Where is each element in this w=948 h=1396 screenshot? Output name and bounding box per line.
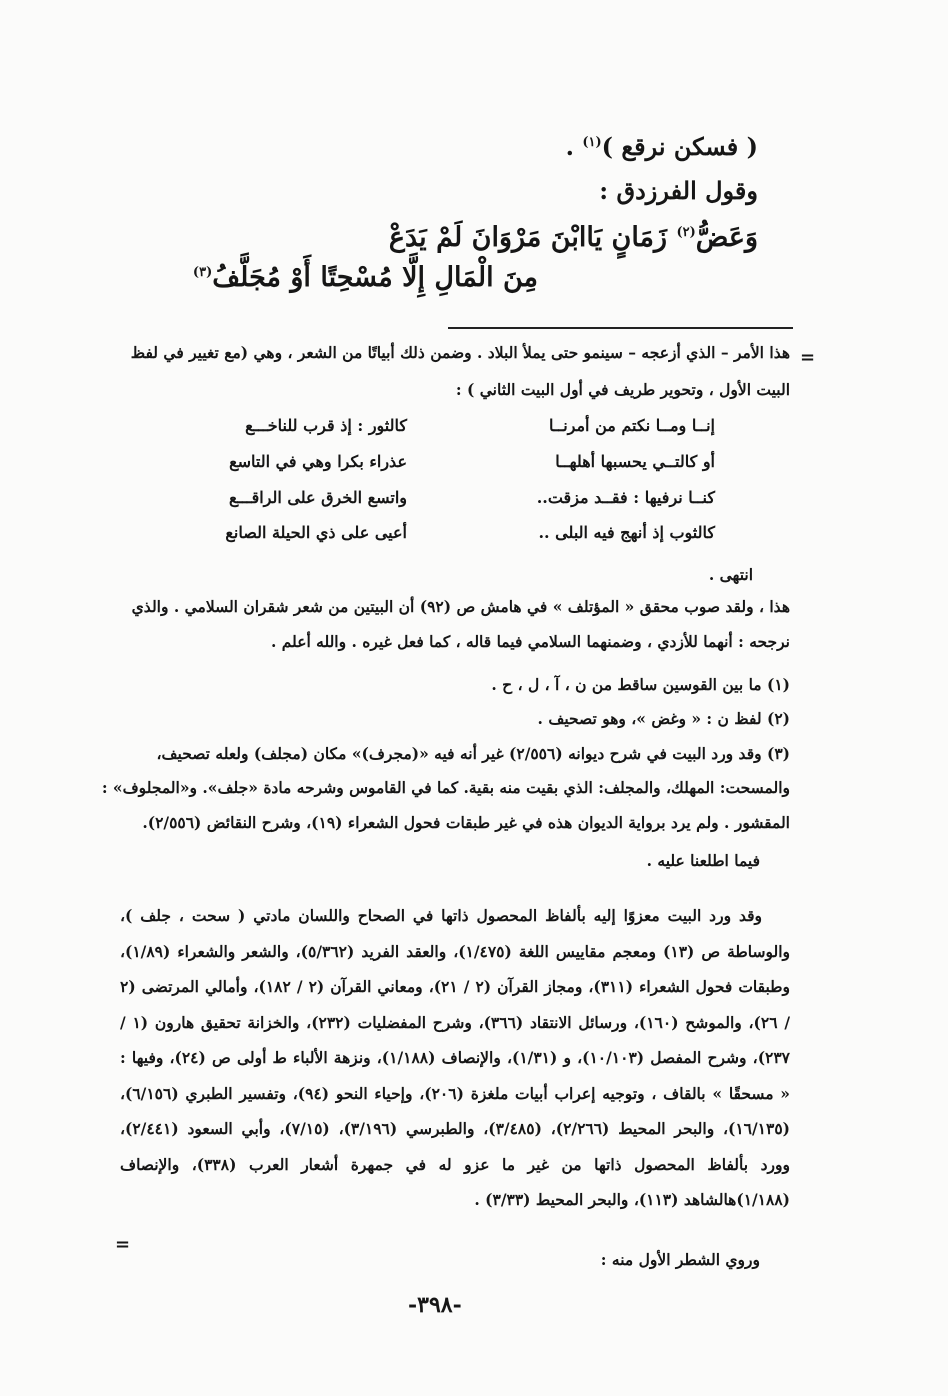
main-line-1: [566, 132, 758, 161]
intro-line-1: هذا الأمر – الذي أزعجه – سينمو حتى يملأ البلاد . وضمن ذلك أبياتًا من الشعر ، وهي (مع تغيير في لفظ: [130, 343, 790, 362]
para-line-2: نرجحه : أنهما للأزدي ، وضمنهما السلامي فيما قاله ، كما فعل غيره . والله أعلم .: [270, 632, 790, 651]
footnote-3-line-2: والمسحت: المهلك، والمجلف: الذي بقيت منه بقية. كما في القاموس وشرحه مادة «جلف». و«المجلوف» :: [101, 778, 790, 797]
footnote-2: (٢) لفظ ن : « وغض »، وهو تصحيف .: [537, 709, 790, 728]
main-line-2: وقول الفرزدق :: [599, 176, 758, 205]
poem-row-1-right: إنــا ومــا نكتم من أمرنــا: [548, 416, 715, 435]
poem-row-3-left: واتسع الخرق على الراقـــع: [228, 488, 407, 507]
poem-row-4-left: أعيى على ذي الحيلة الصانع: [225, 523, 407, 542]
verse-1-rest: زَمَانٍ يَاابْنَ مَرْوَانَ لَمْ يَدَعْ: [388, 222, 677, 253]
footnote-ref-3: (٣): [192, 265, 213, 280]
para-line-1: هذا ، ولقد صوب محقق « المؤتلف » في هامش ص (٩٢) أن البيتين من شعر شقران السلامي . والذي: [131, 597, 790, 616]
poem-row-1-left: كالثور : إذ قرب للناخـــع: [245, 416, 407, 435]
poem-row-2-right: أو كالتــي يحسبها أهلهــا: [555, 452, 715, 471]
footnote-ref-1: (١): [582, 135, 602, 150]
verse-1-start: وَعَضُّ: [695, 222, 758, 253]
footnote-3-line-3: المقشور . ولم يرد برواية الديوان هذه في غير طبقات فحول الشعراء (١٩)، وشرح النقائض (٢/٥٥٦).: [142, 813, 790, 832]
end-continuation-mark: =: [115, 1234, 131, 1255]
poem-row-2-left: عذراء بكرا وهي في التاسع: [229, 452, 407, 471]
intro-line-2: البيت الأول ، وتحوير طريف في أول البيت الثاني ) :: [455, 380, 790, 399]
footnote-1: (١) ما بين القوسين ساقط من ن ، آ ، ل ، ح .: [491, 675, 790, 694]
verse-2-text: مِنَ الْمَالِ إِلَّا مُسْحِتًا أَوْ مُجَلَّفُ: [212, 262, 538, 293]
page-number: -٣٩٨-: [408, 1292, 462, 1318]
main-line-1-end: .: [565, 132, 583, 161]
sources-paragraph: وقد ورد البيت معزوًا إليه بألفاظ المحصول ذاتها في الصحاح واللسان مادتي ( سحت ، جلف )، والوساطة ص (١٣) ومعجم مقاييس اللغة (١/٤٧٥)، والعقد الفريد (٥/٣٦٢)، والشعر والشعراء (١/٨٩)، وطبقات فحول الشعراء (٣١١)، ومجاز القرآن (٢ / ٢١)، ومعاني القرآن (٢ / ١٨٢)، وأمالي المرتضى (٢ / ٢٦)، والموشح (١٦٠)، ورسائل الانتقاد (٣٦٦)، وشرح المفضليات (٢٣٢)، والخزانة تحقيق هارون (١ / ٢٣٧)، وشرح المفصل (١٠/١٠٣)، و (١/٣١)، والإنصاف (١/١٨٨)، ونزهة الألباء ط أولى ص (٢٤)، وفيها : « مسحقًا » بالقاف ، وتوجيه إعراب أبيات ملغزة (٢٠٦)، وإحياء النحو (٩٤)، وتفسير الطبري (٦/١٥٦)، (١٦/١٣٥)، والبحر المحيط (٢/٢٦٦)، (٣/٤٨٥)، والطبرسي (٣/١٩٦)، (٧/١٥)، وأبي السعود (٢/٤٤١)، وورد بألفاظ المحصول ذاتها من غير ما عزو له في جمهرة أشعار العرب (٣٣٨)، والإنصاف (١/١٨٨)هالشاهد (١١٣)، والبحر المحيط (٣/٣٣) .: [120, 906, 791, 1209]
continuation-mark: =: [800, 347, 816, 368]
footnote-3-line-4: فيما اطلعنا عليه .: [646, 851, 760, 870]
footnote-3-line-1: (٣) وقد ورد البيت في شرح ديوانه (٢/٥٥٦) غير أنه فيه «(مجرف)» مكان (مجلف) ولعله تصحيف،: [156, 744, 790, 763]
footnote-separator: [448, 327, 793, 329]
main-line-1-text: ( فسكن نرقع ): [601, 132, 758, 161]
poem-row-4-right: كالثوب إذ أنهج فيه البلى ..: [538, 523, 715, 542]
verse-line-1: [389, 222, 758, 253]
footnote-ref-2: (٢): [676, 225, 696, 240]
poem-row-3-right: كنــا نرفيها : فقــد مزقت..: [536, 488, 715, 507]
verse-line-2: [193, 262, 538, 293]
end-word: انتهى .: [708, 565, 753, 584]
last-line: وروي الشطر الأول منه :: [600, 1250, 760, 1269]
